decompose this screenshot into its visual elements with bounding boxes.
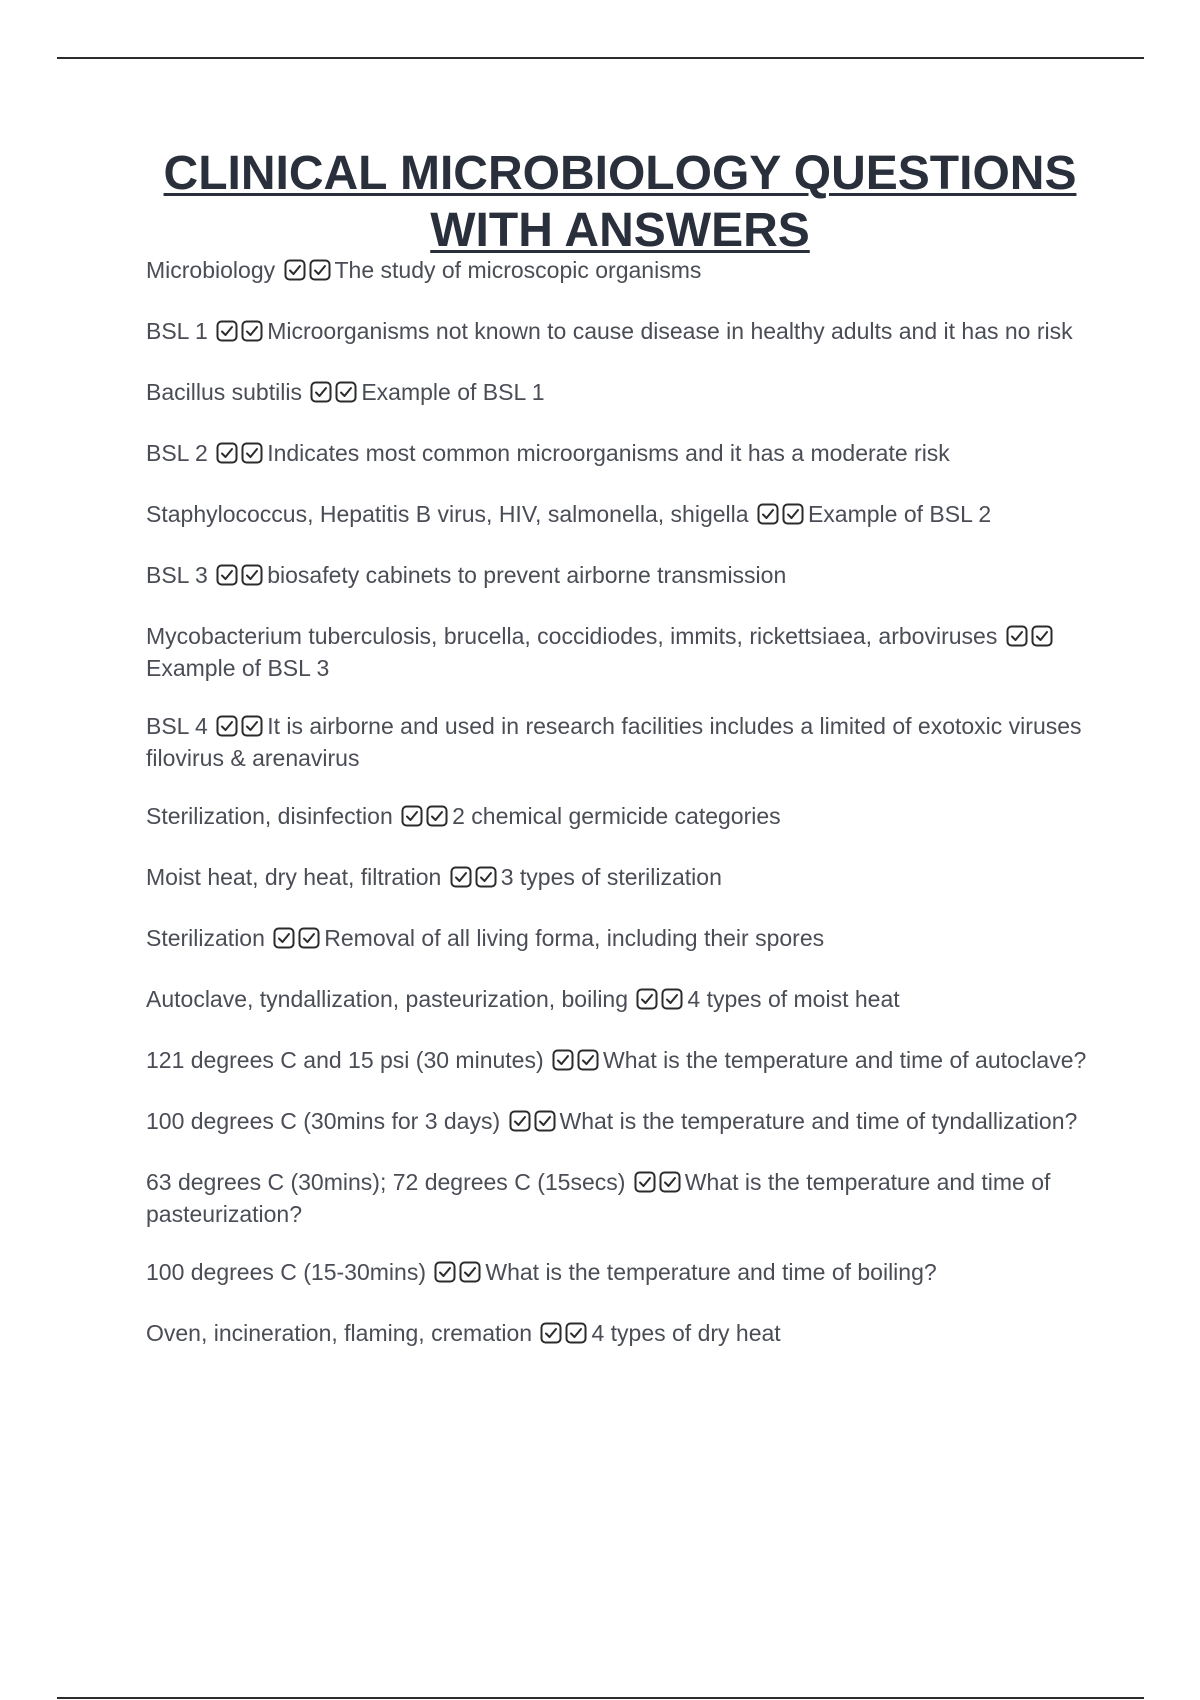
qa-list — [146, 256, 1096, 1380]
check-box-pair — [310, 381, 360, 410]
check-box-icon — [298, 927, 320, 949]
check-box-icon — [310, 381, 332, 403]
qa-definition: 2 chemical germicide categories — [452, 803, 781, 829]
qa-item — [146, 256, 1096, 288]
check-box-pair — [552, 1049, 602, 1078]
check-box-icon — [565, 1322, 587, 1344]
qa-item — [146, 317, 1096, 349]
title-line-2: WITH ANSWERS — [430, 204, 810, 257]
qa-definition: 4 types of dry heat — [591, 1320, 781, 1346]
check-box-pair — [216, 442, 266, 471]
qa-definition: 4 types of moist heat — [687, 986, 900, 1012]
qa-definition: Removal of all living forma, including their spores — [324, 925, 825, 951]
check-box-icon — [450, 866, 472, 888]
qa-item — [146, 1046, 1096, 1078]
page-title — [100, 145, 1140, 259]
check-box-icon — [335, 381, 357, 403]
top-rule — [57, 57, 1144, 59]
check-box-icon — [284, 259, 306, 281]
qa-definition: Example of BSL 3 — [146, 655, 330, 681]
check-box-pair — [216, 320, 266, 349]
check-box-icon — [475, 866, 497, 888]
check-box-icon — [782, 503, 804, 525]
check-box-icon — [309, 259, 331, 281]
check-box-icon — [216, 564, 238, 586]
check-box-pair — [434, 1261, 484, 1290]
qa-term: 100 degrees C (30mins for 3 days) — [146, 1108, 501, 1134]
qa-term: Sterilization — [146, 925, 265, 951]
qa-term: Oven, incineration, flaming, cremation — [146, 1320, 533, 1346]
check-box-icon — [459, 1261, 481, 1283]
qa-item — [146, 863, 1096, 895]
qa-definition: biosafety cabinets to prevent airborne transmission — [267, 562, 787, 588]
qa-term: Microbiology — [146, 257, 276, 283]
qa-definition: Example of BSL 1 — [361, 379, 545, 405]
qa-item — [146, 802, 1096, 834]
check-box-pair — [450, 866, 500, 895]
qa-item — [146, 924, 1096, 956]
check-box-icon — [636, 988, 658, 1010]
qa-term: Moist heat, dry heat, filtration — [146, 864, 442, 890]
qa-definition: Example of BSL 2 — [807, 501, 992, 527]
check-box-pair — [1006, 625, 1056, 654]
check-box-pair — [634, 1171, 684, 1200]
check-box-icon — [241, 564, 263, 586]
check-box-pair — [540, 1322, 590, 1351]
check-box-pair — [401, 805, 451, 834]
check-box-icon — [241, 320, 263, 342]
qa-item — [146, 622, 1096, 683]
check-box-icon — [216, 715, 238, 737]
qa-definition: What is the temperature and time of tyndallization? — [559, 1108, 1078, 1134]
qa-term: 121 degrees C and 15 psi (30 minutes) — [146, 1047, 544, 1073]
qa-term: BSL 3 — [146, 562, 208, 588]
qa-item — [146, 378, 1096, 410]
check-box-icon — [241, 715, 263, 737]
qa-term: Bacillus subtilis — [146, 379, 302, 405]
check-box-icon — [1031, 625, 1053, 647]
check-box-icon — [634, 1171, 656, 1193]
qa-term: Autoclave, tyndallization, pasteurization, boiling — [146, 986, 629, 1012]
qa-item — [146, 1168, 1096, 1229]
qa-term: 63 degrees C (30mins); 72 degrees C (15secs) — [146, 1169, 626, 1195]
qa-item — [146, 1107, 1096, 1139]
qa-term: 100 degrees C (15-30mins) — [146, 1259, 426, 1285]
qa-item — [146, 500, 1096, 532]
check-box-pair — [273, 927, 323, 956]
qa-item — [146, 439, 1096, 471]
check-box-icon — [434, 1261, 456, 1283]
check-box-pair — [757, 503, 807, 532]
check-box-icon — [534, 1110, 556, 1132]
check-box-icon — [577, 1049, 599, 1071]
qa-definition: What is the temperature and time of pasteurization? — [146, 1169, 1051, 1227]
check-box-icon — [241, 442, 263, 464]
check-box-icon — [540, 1322, 562, 1344]
qa-definition: What is the temperature and time of boiling? — [485, 1259, 937, 1285]
qa-term: BSL 4 — [146, 713, 208, 739]
check-box-icon — [426, 805, 448, 827]
check-box-pair — [216, 715, 266, 744]
check-box-pair — [216, 564, 266, 593]
check-box-icon — [273, 927, 295, 949]
title-line-1: CLINICAL MICROBIOLOGY QUESTIONS — [163, 147, 1077, 200]
qa-term: Sterilization, disinfection — [146, 803, 393, 829]
check-box-icon — [661, 988, 683, 1010]
qa-definition: It is airborne and used in research facilities includes a limited of exotoxic viruses filovirus & arenavirus — [146, 713, 1082, 771]
check-box-icon — [509, 1110, 531, 1132]
check-box-icon — [552, 1049, 574, 1071]
qa-item — [146, 1258, 1096, 1290]
qa-definition: The study of microscopic organisms — [334, 257, 702, 283]
check-box-pair — [284, 259, 334, 288]
qa-definition: Microorganisms not known to cause disease in healthy adults and it has no risk — [267, 318, 1073, 344]
check-box-pair — [509, 1110, 559, 1139]
bottom-rule — [57, 1697, 1144, 1699]
qa-definition: 3 types of sterilization — [500, 864, 722, 890]
check-box-icon — [216, 442, 238, 464]
check-box-pair — [636, 988, 686, 1017]
qa-item — [146, 1319, 1096, 1351]
check-box-icon — [216, 320, 238, 342]
qa-definition: Indicates most common microorganisms and it has a moderate risk — [267, 440, 950, 466]
check-box-icon — [659, 1171, 681, 1193]
qa-item — [146, 561, 1096, 593]
qa-term: BSL 2 — [146, 440, 208, 466]
qa-term: Staphylococcus, Hepatitis B virus, HIV, salmonella, shigella — [146, 501, 749, 527]
check-box-icon — [1006, 625, 1028, 647]
qa-item — [146, 985, 1096, 1017]
qa-item — [146, 712, 1096, 773]
check-box-icon — [757, 503, 779, 525]
qa-term: BSL 1 — [146, 318, 208, 344]
qa-definition: What is the temperature and time of autoclave? — [603, 1047, 1087, 1073]
check-box-icon — [401, 805, 423, 827]
qa-term: Mycobacterium tuberculosis, brucella, coccidiodes, immits, rickettsiaea, arboviruses — [146, 623, 998, 649]
